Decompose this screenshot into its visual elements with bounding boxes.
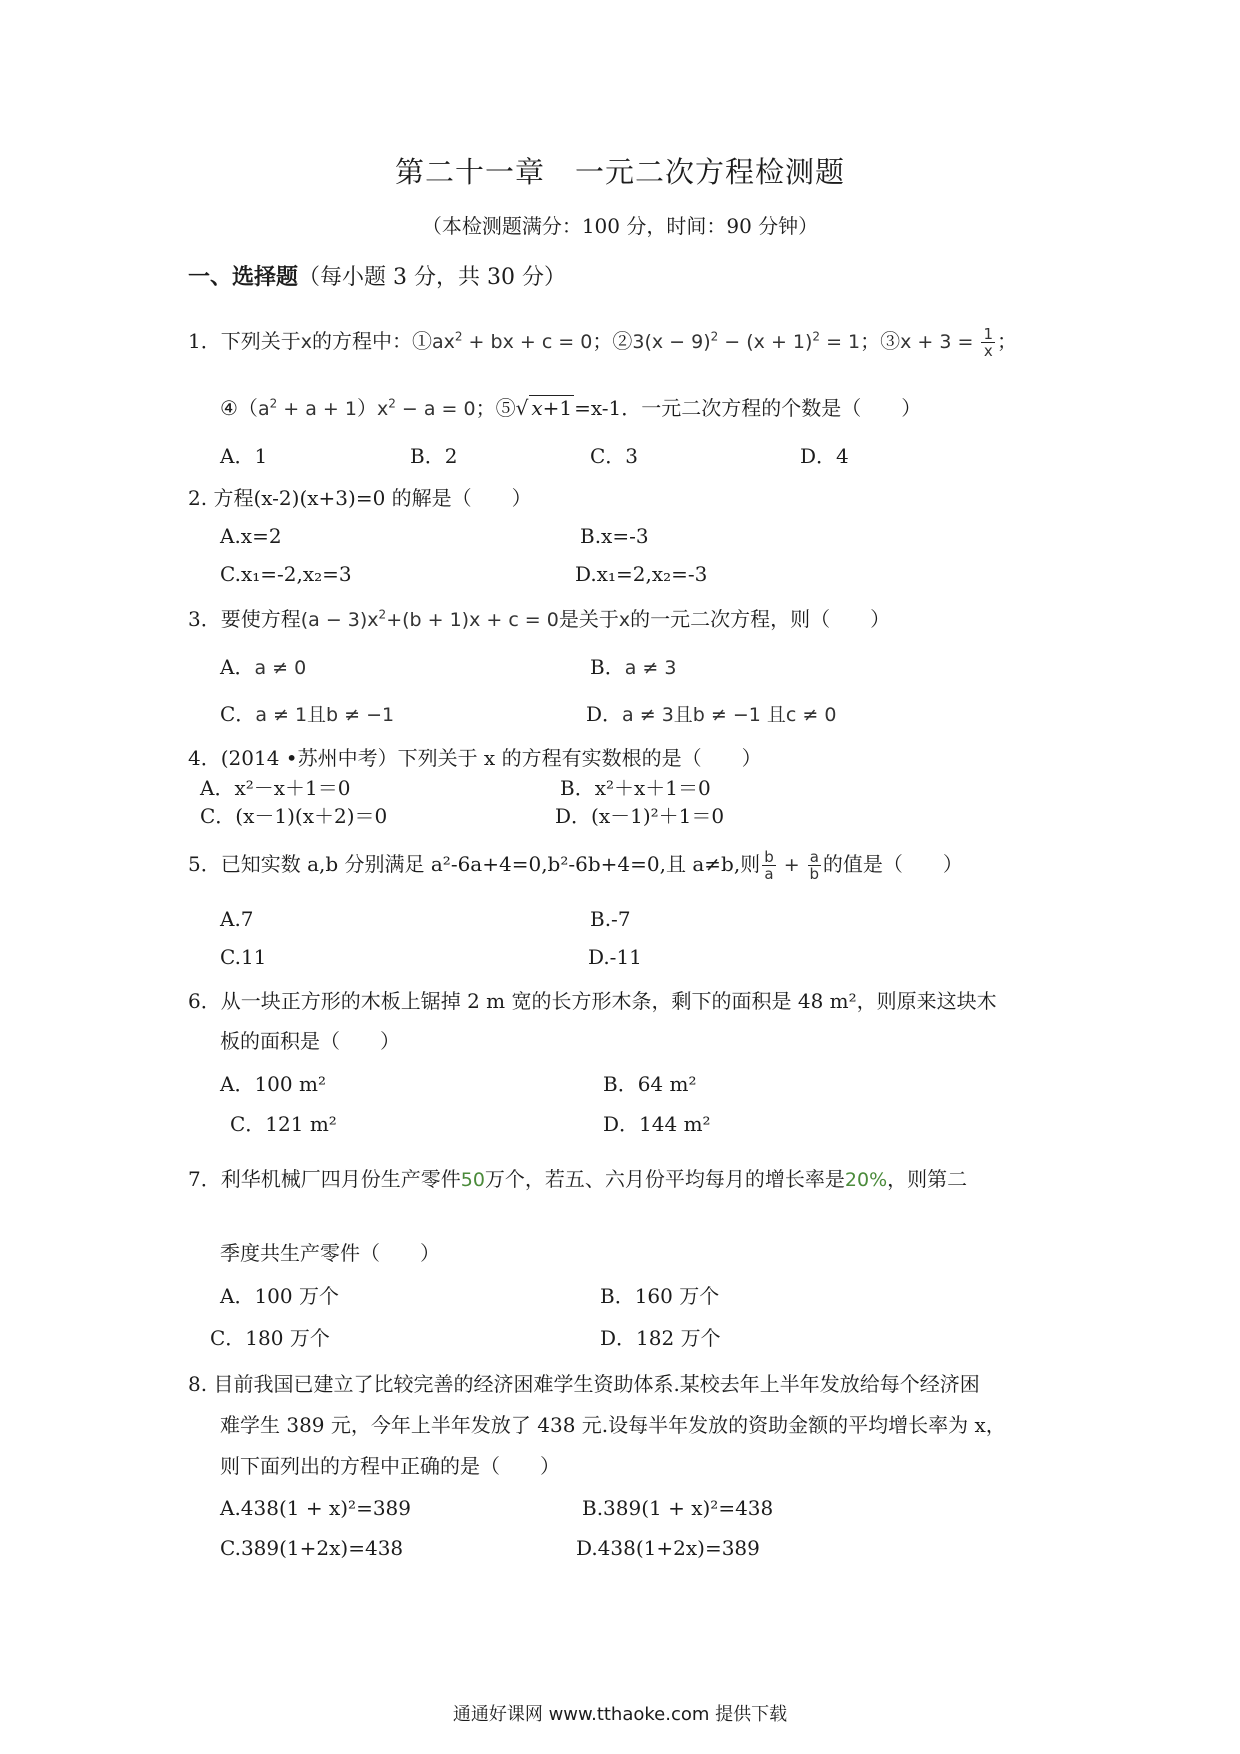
q4-option-d: D．(x－1)²＋1＝0 bbox=[555, 804, 725, 828]
question-7-line-1: 7．利华机械厂四月份生产零件50万个，若五、六月份平均每月的增长率是20%，则第二 bbox=[188, 1167, 968, 1191]
question-6-line-2: 板的面积是（ ） bbox=[220, 1029, 400, 1053]
fraction-1-over-x: $\frac{1}{x}$ bbox=[983, 325, 994, 360]
q8-option-b: B.389(1 + x)²=438 bbox=[582, 1496, 774, 1520]
section-head: 一、选择题 bbox=[188, 265, 299, 290]
q2-option-b: B.x=-3 bbox=[580, 524, 649, 548]
q8-option-c: C.389(1+2x)=438 bbox=[220, 1536, 404, 1560]
page-title: 第二十一章 一元二次方程检测题 bbox=[394, 155, 845, 189]
q1-option-a: A．1 bbox=[220, 444, 268, 468]
q3-option-c: C．a ≠ 1且b ≠ −1 bbox=[220, 702, 395, 726]
q7-option-d: D．182 万个 bbox=[600, 1326, 721, 1350]
question-7-line-2: 季度共生产零件（ ） bbox=[220, 1241, 440, 1265]
q2-option-a: A.x=2 bbox=[220, 524, 282, 548]
q4-option-b: B．x²＋x＋1＝0 bbox=[560, 776, 711, 800]
question-1-line-2: $④(a^2 + a + 1)x^2 - a = 0$；⑤√ x+1 =x-1．一元二次方程的个数是（ ） bbox=[220, 396, 922, 420]
q7-option-a: A．100 万个 bbox=[220, 1284, 339, 1308]
q5-option-a: A.7 bbox=[220, 907, 254, 931]
q5-option-c: C.11 bbox=[220, 945, 267, 969]
q4-option-a: A．x²－x＋1＝0 bbox=[200, 776, 351, 800]
q8-option-a: A.438(1 + x)²=389 bbox=[220, 1496, 412, 1520]
page-subtitle: （本检测题满分：100 分，时间：90 分钟） bbox=[421, 214, 819, 238]
q3-option-d: D．a ≠ 3且b ≠ −1 且c ≠ 0 bbox=[586, 702, 837, 726]
q2-option-d: D.x₁=2,x₂=-3 bbox=[575, 562, 708, 586]
q3-option-b: B．a ≠ 3 bbox=[590, 655, 677, 679]
q5-option-b: B.-7 bbox=[590, 907, 631, 931]
q1-option-d: D．4 bbox=[800, 444, 849, 468]
question-5-stem: 5．已知实数 a,b 分别满足 a²-6a+4=0,b²-6b+4=0,且 a≠b,则 $\frac{b}{a}$ + $\frac{a}{b}$ 的值是（ ） bbox=[188, 848, 963, 883]
q7-option-b: B．160 万个 bbox=[600, 1284, 720, 1308]
question-8-line-1: 8. 目前我国已建立了比较完善的经济困难学生资助体系.某校去年上半年发放给每个经济困 bbox=[188, 1372, 980, 1396]
q8-option-d: D.438(1+2x)=389 bbox=[576, 1536, 760, 1560]
footer-source: 通通好课网 www.tthaoke.com 提供下载 bbox=[452, 1704, 788, 1725]
q6-option-b: B．64 m² bbox=[603, 1072, 697, 1096]
question-1-line-1: 1．下列关于x的方程中：$①ax^2$ + bx + c = 0；②3(x − $9)^2 - (x + 1)^2 = 1$；③x + 3 = $\frac{1}{x}$ ； bbox=[188, 325, 1018, 360]
question-8-line-2: 难学生 389 元，今年上半年发放了 438 元.设每半年发放的资助金额的平均增长率为 x， bbox=[220, 1413, 1006, 1437]
fraction-b-over-a: $\frac{b}{a}$ bbox=[764, 848, 774, 883]
question-4-stem: 4．(2014 •苏州中考）下列关于 x 的方程有实数根的是（ ） bbox=[188, 746, 762, 770]
q7-option-c: C．180 万个 bbox=[210, 1326, 330, 1350]
q2-option-c: C.x₁=-2,x₂=3 bbox=[220, 562, 352, 586]
question-6-line-1: 6．从一块正方形的木板上锯掉 2 m 宽的长方形木条，剩下的面积是 48 m²，则原来这块木 bbox=[188, 989, 997, 1013]
sqrt-sign-icon: √ bbox=[515, 396, 529, 420]
q6-option-d: D．144 m² bbox=[603, 1112, 711, 1136]
question-8-line-3: 则下面列出的方程中正确的是（ ） bbox=[220, 1454, 560, 1478]
q1-option-b: B．2 bbox=[410, 444, 458, 468]
section-note: （每小题 3 分，共 30 分） bbox=[298, 265, 566, 290]
question-3-stem: 3．要使方程$(a - 3)x^2+(b + 1)x + c = 0$是关于x的一元二次方程，则（ ） bbox=[188, 607, 891, 631]
q6-option-c: C．121 m² bbox=[230, 1112, 337, 1136]
q5-option-d: D.-11 bbox=[588, 945, 642, 969]
q3-option-a: A．a ≠ 0 bbox=[220, 655, 307, 679]
question-2-stem: 2. 方程(x-2)(x+3)=0 的解是（ ） bbox=[188, 486, 532, 510]
fraction-a-over-b: $\frac{a}{b}$ bbox=[809, 848, 820, 883]
q6-option-a: A．100 m² bbox=[220, 1072, 326, 1096]
q1-option-c: C．3 bbox=[590, 444, 639, 468]
q4-option-c: C．(x－1)(x＋2)＝0 bbox=[200, 804, 388, 828]
section-heading bbox=[188, 260, 566, 291]
